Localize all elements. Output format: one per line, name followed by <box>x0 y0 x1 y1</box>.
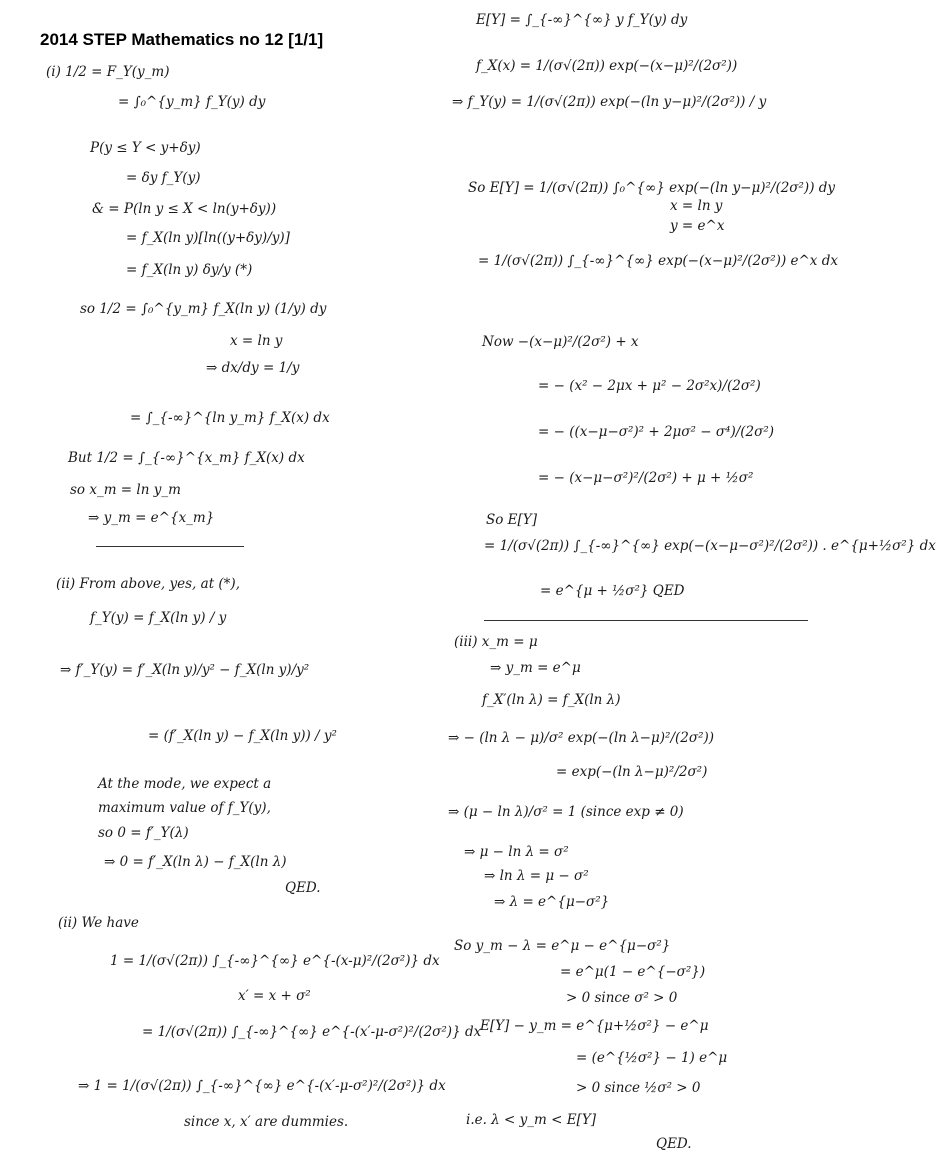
math-line: & = P(ln y ≤ X < ln(y+δy)) <box>92 201 277 217</box>
math-line: So E[Y] = 1/(σ√(2π)) ∫₀^{∞} exp(−(ln y−μ)²/(2σ²)) dy <box>468 180 836 196</box>
math-line: = f_X(ln y)[ln((y+δy)/y)] <box>126 230 290 246</box>
math-line: = exp(−(ln λ−μ)²/2σ²) <box>556 764 708 780</box>
math-line: ⇒ y_m = e^{x_m} <box>88 510 215 526</box>
math-line: = e^μ(1 − e^{−σ²}) <box>560 964 706 980</box>
part-i-line: (i) 1/2 = F_Y(y_m) <box>46 64 170 80</box>
math-line: So y_m − λ = e^μ − e^{μ−σ²} <box>454 938 671 954</box>
math-line: So E[Y] <box>486 512 537 528</box>
math-line: so 0 = f′_Y(λ) <box>98 825 189 841</box>
math-line: = f_X(ln y) δy/y (*) <box>126 262 253 278</box>
math-line: P(y ≤ Y < y+δy) <box>90 140 201 156</box>
qed-mark: QED. <box>656 1136 692 1152</box>
math-line: ⇒ dx/dy = 1/y <box>206 360 300 376</box>
math-line: But 1/2 = ∫_{-∞}^{x_m} f_X(x) dx <box>68 450 305 466</box>
section-divider <box>96 546 244 547</box>
math-line: ⇒ ln λ = μ − σ² <box>484 868 589 884</box>
math-line: ⇒ 1 = 1/(σ√(2π)) ∫_{-∞}^{∞} e^{-(x′-μ-σ²)²/(2σ²)} dx <box>78 1078 446 1094</box>
math-line: ⇒ − (ln λ − μ)/σ² exp(−(ln λ−μ)²/(2σ²)) <box>448 730 715 746</box>
qed-mark: QED. <box>285 880 321 896</box>
math-line: = 1/(σ√(2π)) ∫_{-∞}^{∞} exp(−(x−μ−σ²)²/(2σ²)) . e^{μ+½σ²} dx <box>484 538 936 554</box>
part-ii-line: (ii) We have <box>58 915 139 931</box>
section-divider <box>484 620 808 621</box>
math-line: > 0 since σ² > 0 <box>566 990 678 1006</box>
math-line: ⇒ f′_Y(y) = f′_X(ln y)/y² − f_X(ln y)/y² <box>60 662 310 678</box>
text-line: maximum value of f_Y(y), <box>98 800 271 816</box>
math-line: x′ = x + σ² <box>238 988 311 1004</box>
math-line: = ∫₀^{y_m} f_Y(y) dy <box>118 94 266 110</box>
math-line: = 1/(σ√(2π)) ∫_{-∞}^{∞} exp(−(x−μ)²/(2σ²)) e^x dx <box>478 253 838 269</box>
math-line: = ∫_{-∞}^{ln y_m} f_X(x) dx <box>130 410 330 426</box>
math-line: x = ln y <box>670 198 723 214</box>
math-line: so x_m = ln y_m <box>70 482 181 498</box>
text-line: At the mode, we expect a <box>98 776 272 792</box>
math-line: > 0 since ½σ² > 0 <box>576 1080 701 1096</box>
math-line: ⇒ μ − ln λ = σ² <box>464 844 569 860</box>
math-line: ⇒ y_m = e^μ <box>490 660 581 676</box>
math-line: Now −(x−μ)²/(2σ²) + x <box>482 334 639 350</box>
math-line: ⇒ 0 = f′_X(ln λ) − f_X(ln λ) <box>104 854 287 870</box>
page-header: 2014 STEP Mathematics no 12 [1/1] <box>40 30 324 49</box>
math-line: 1 = 1/(σ√(2π)) ∫_{-∞}^{∞} e^{-(x-μ)²/(2σ²)} dx <box>110 953 440 969</box>
math-line: i.e. λ < y_m < E[Y] <box>466 1112 597 1128</box>
math-line: = − (x² − 2μx + μ² − 2σ²x)/(2σ²) <box>538 378 761 394</box>
math-line: f_X′(ln λ) = f_X(ln λ) <box>482 692 621 708</box>
math-line: y = e^x <box>670 218 725 234</box>
math-line: = − (x−μ−σ²)²/(2σ²) + μ + ½σ² <box>538 470 754 486</box>
math-line: E[Y] − y_m = e^{μ+½σ²} − e^μ <box>480 1018 709 1034</box>
math-line: E[Y] = ∫_{-∞}^{∞} y f_Y(y) dy <box>476 12 688 28</box>
math-line: = (e^{½σ²} − 1) e^μ <box>576 1050 728 1066</box>
math-line: = − ((x−μ−σ²)² + 2μσ² − σ⁴)/(2σ²) <box>538 424 775 440</box>
math-line: = e^{μ + ½σ²} QED <box>540 583 685 599</box>
part-iii-line: (iii) x_m = μ <box>454 634 538 650</box>
math-line: x = ln y <box>230 333 283 349</box>
math-line: f_Y(y) = f_X(ln y) / y <box>90 610 227 626</box>
part-ii-line: (ii) From above, yes, at (*), <box>56 576 240 592</box>
text-line: since x, x′ are dummies. <box>184 1114 349 1130</box>
math-line: = (f′_X(ln y) − f_X(ln y)) / y² <box>148 728 337 744</box>
math-line: so 1/2 = ∫₀^{y_m} f_X(ln y) (1/y) dy <box>80 301 327 317</box>
math-line: ⇒ (μ − ln λ)/σ² = 1 (since exp ≠ 0) <box>448 804 684 820</box>
math-line: = δy f_Y(y) <box>126 170 201 186</box>
math-line: = 1/(σ√(2π)) ∫_{-∞}^{∞} e^{-(x′-μ-σ²)²/(2σ²)} dx <box>142 1024 482 1040</box>
math-line: f_X(x) = 1/(σ√(2π)) exp(−(x−μ)²/(2σ²)) <box>476 58 738 74</box>
math-line: ⇒ f_Y(y) = 1/(σ√(2π)) exp(−(ln y−μ)²/(2σ²)) / y <box>452 94 767 110</box>
math-line: ⇒ λ = e^{μ−σ²} <box>494 894 610 910</box>
